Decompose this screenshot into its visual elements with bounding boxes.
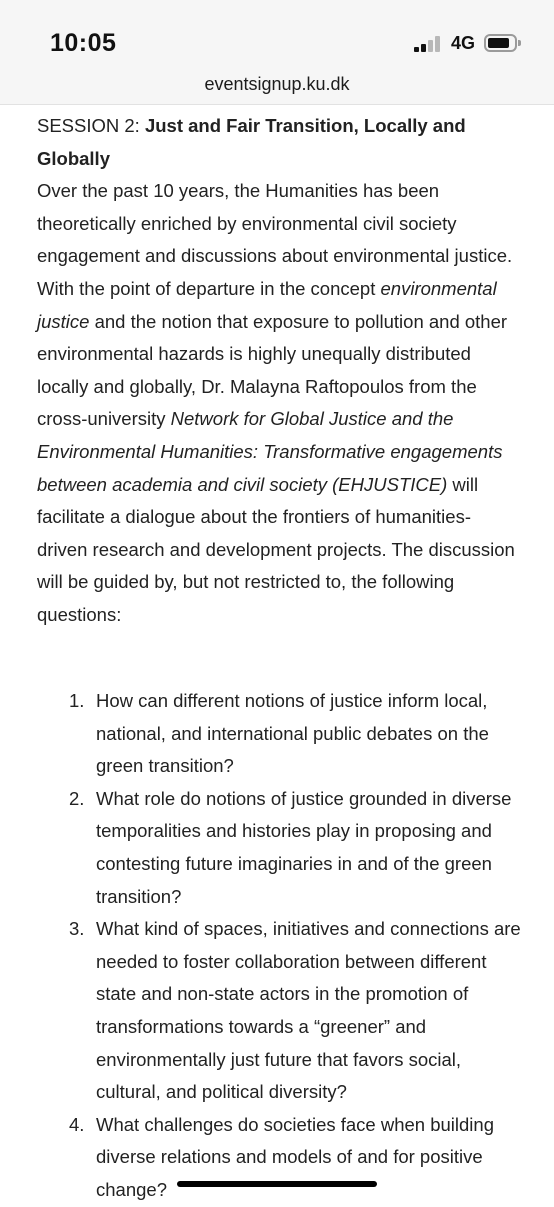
session-heading: [37, 110, 517, 175]
list-item: [37, 913, 527, 1109]
signal-bar: [414, 47, 419, 52]
list-item-number: 2.: [69, 787, 85, 809]
status-bar: [0, 0, 554, 70]
list-item-number: 4.: [69, 1113, 85, 1135]
description-text-2: and the notion that exposure to pollution and other environmental hazards is highly unequally distributed locally and globally, Dr. Malayna Raftopoulos from the cross-university: [37, 310, 508, 430]
clock: 10:05: [50, 29, 117, 57]
description-text-3: will facilitate a dialogue about the frontiers of humanities-driven research and development projects. The discussion will be guided by, but not restricted to, the following questions:: [37, 473, 515, 625]
battery-fill: [488, 38, 509, 48]
list-item: [37, 685, 527, 783]
list-item-text: What role do notions of justice grounded in diverse temporalities and histories play in proposing and contesting future imaginaries in and of the green transition?: [96, 787, 512, 907]
battery-nub: [518, 40, 521, 46]
signal-bar: [435, 36, 440, 52]
signal-bar: [428, 40, 433, 52]
address-bar[interactable]: [0, 70, 554, 105]
list-item-text: What kind of spaces, initiatives and connections are needed to foster collaboration between different state and non-state actors in the promotion of transformations towards a “greener” and environmentally just future that favors social, cultural, and political diversity?: [96, 918, 521, 1103]
description-emphasis-1: environmental justice: [37, 277, 497, 332]
network-type: 4G: [451, 33, 476, 53]
signal-bar: [421, 44, 426, 52]
cellular-signal-icon: [414, 36, 444, 52]
battery-icon: [484, 34, 517, 52]
description-emphasis-2: Network for Global Justice and the Environmental Humanities: Transformative engagements between academia and civil society (EHJUSTICE): [37, 408, 503, 495]
article-body: [37, 110, 517, 632]
session-prefix: SESSION 2:: [37, 115, 145, 136]
list-item: [37, 783, 527, 913]
home-indicator[interactable]: [177, 1181, 377, 1187]
list-item: [37, 1109, 527, 1207]
description-text-1: Over the past 10 years, the Humanities has been theoretically enriched by environmental civil society engagement and discussions about environmental justice. With the point of departure in the concept: [37, 180, 513, 299]
session-title: Just and Fair Transition, Locally and Globally: [37, 115, 466, 169]
list-item-number: 3.: [69, 918, 85, 940]
session-description: [37, 175, 517, 631]
list-item-number: 1.: [69, 690, 85, 711]
list-item-text: What challenges do societies face when building diverse relations and models of and for positive change?: [96, 1113, 494, 1200]
questions-list: [37, 685, 527, 1207]
url-domain[interactable]: eventsignup.ku.dk: [204, 74, 350, 94]
list-item-text: How can different notions of justice inform local, national, and international public debates on the green transition?: [96, 690, 489, 777]
